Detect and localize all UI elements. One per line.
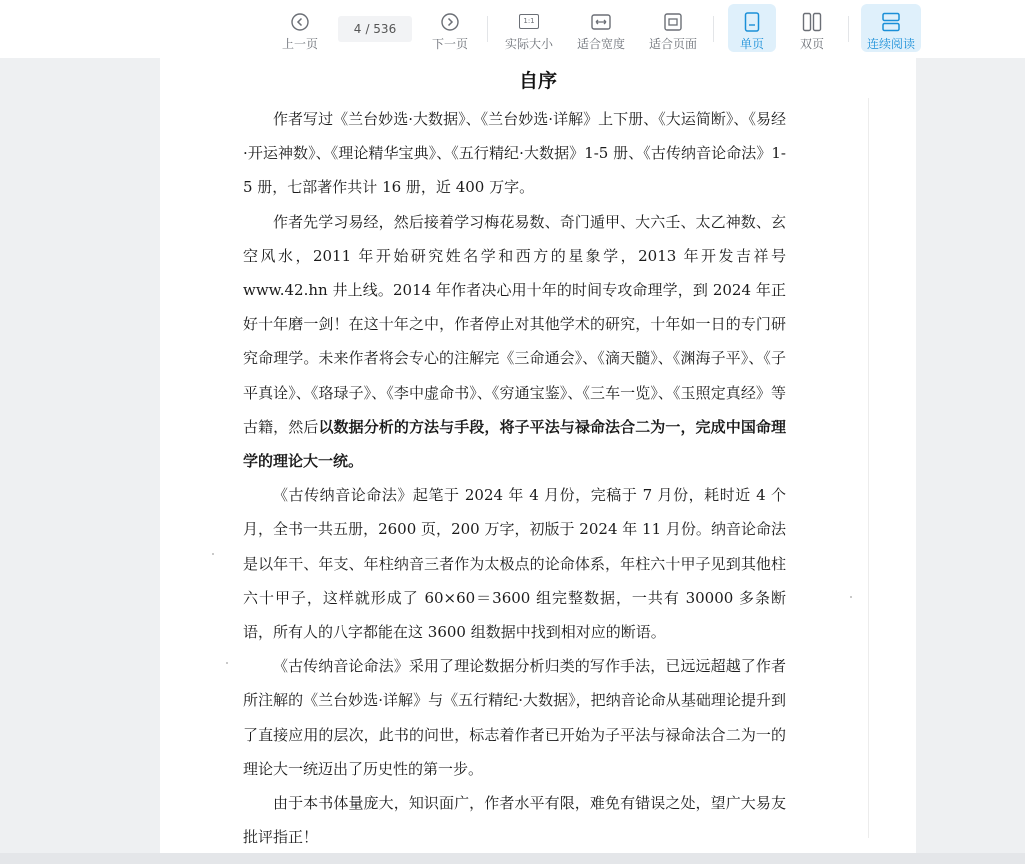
paragraph-1: 作者写过《兰台妙选·大数据》、《兰台妙选·详解》上下册、《大运简断》、《易经·开运神数》、《理论精华宝典》、《五行精纪·大数据》1-5 册、《古传纳音论命法》1-5 册，七部著作共计 16 册，近 400 万字。 <box>243 110 786 197</box>
fit-page-icon <box>663 10 683 33</box>
document-body <box>243 102 786 854</box>
prev-page-button[interactable] <box>278 4 322 52</box>
next-page-icon <box>441 10 459 33</box>
single-page-label: 单页 <box>739 37 764 51</box>
continuous-reading-icon <box>881 10 901 33</box>
paragraph-2-text: 作者先学习易经，然后接着学习梅花易数、奇门遁甲、大六壬、太乙神数、玄空风水，2011 年开始研究姓名学和西方的星象学，2013 年开发吉祥号 www.42.hn 井上线。2014 年作者决心用十年的时间专攻命理学，到 2024 年正好十年磨一剑！在这十年之中，作者停止对其他学术的研究，十年如一日的专门研究命理学。未来作者将会专心的注解完《三命通会》、《滴天髓》、《渊海子平》、《子平真诠》、《珞琭子》、《李中虚命书》、《穷通宝鉴》、《三车一览》、《玉照定真经》等古籍，然后 <box>243 212 786 436</box>
prev-page-label: 上一页 <box>281 37 318 51</box>
page-title: 自序 <box>518 70 557 92</box>
double-page-label: 双页 <box>799 37 824 51</box>
document-page <box>160 58 916 864</box>
double-page-icon <box>802 10 822 33</box>
total-pages: / 536 <box>365 22 397 36</box>
actual-size-label: 实际大小 <box>504 37 553 51</box>
single-page-icon <box>744 10 760 33</box>
fit-width-label: 适合宽度 <box>576 37 625 51</box>
actual-size-icon-text: 1:1 <box>519 14 539 29</box>
fit-page-label: 适合页面 <box>648 37 697 51</box>
paragraph-2 <box>243 205 786 479</box>
paragraph-2-bold: 以数据分析的方法与手段，将子平法与禄命法合二为一，完成中国命理学的理论大一统。 <box>243 417 786 471</box>
scan-artifact-line <box>868 98 869 838</box>
page-number-field[interactable] <box>338 16 412 42</box>
horizontal-scrollbar[interactable] <box>0 853 1025 864</box>
actual-size-icon <box>519 10 539 33</box>
fit-width-icon <box>591 10 611 33</box>
next-page-button[interactable] <box>428 4 472 52</box>
scan-artifact-dot <box>226 662 228 664</box>
actual-size-button[interactable] <box>502 4 556 52</box>
next-page-label: 下一页 <box>431 37 468 51</box>
paragraph-3: 《古传纳音论命法》起笔于 2024 年 4 月份，完稿于 7 月份，耗时近 4 个月，全书一共五册，2600 页，200 万字，初版于 2024 年 11 月份。纳音论命法是以年干、年支、年柱纳音三者作为太极点的论命体系，年柱六十甲子见到其他柱六十甲子，这样就形成了 60×60＝3600 组完整数据，一共有 30000 多条断语，所有人的八字都能在这 3600 组数据中找到相对应的断语。 <box>243 486 786 642</box>
viewer-toolbar <box>0 0 1025 58</box>
current-page-input[interactable]: 4 <box>353 22 362 36</box>
toolbar-divider <box>713 16 714 42</box>
scan-artifact-dot <box>850 596 852 598</box>
scan-artifact-dot <box>212 553 214 555</box>
prev-page-icon <box>291 10 309 33</box>
continuous-reading-button[interactable] <box>861 4 921 52</box>
continuous-reading-label: 连续阅读 <box>866 37 915 51</box>
fit-width-button[interactable] <box>574 4 628 52</box>
double-page-button[interactable] <box>788 4 836 52</box>
paragraph-4: 《古传纳音论命法》采用了理论数据分析归类的写作手法，已远远超越了作者所注解的《兰台妙选·详解》与《五行精纪·大数据》，把纳音论命从基础理论提升到了直接应用的层次，此书的问世，标志着作者已开始为子平法与禄命法合二为一的理论大一统迈出了历史性的第一步。 <box>243 657 786 778</box>
paragraph-5: 由于本书体量庞大，知识面广，作者水平有限，难免有错误之处，望广大易友批评指正！ <box>243 794 786 847</box>
toolbar-divider <box>848 16 849 42</box>
fit-page-button[interactable] <box>646 4 700 52</box>
single-page-button[interactable] <box>728 4 776 52</box>
toolbar-divider <box>487 16 488 42</box>
